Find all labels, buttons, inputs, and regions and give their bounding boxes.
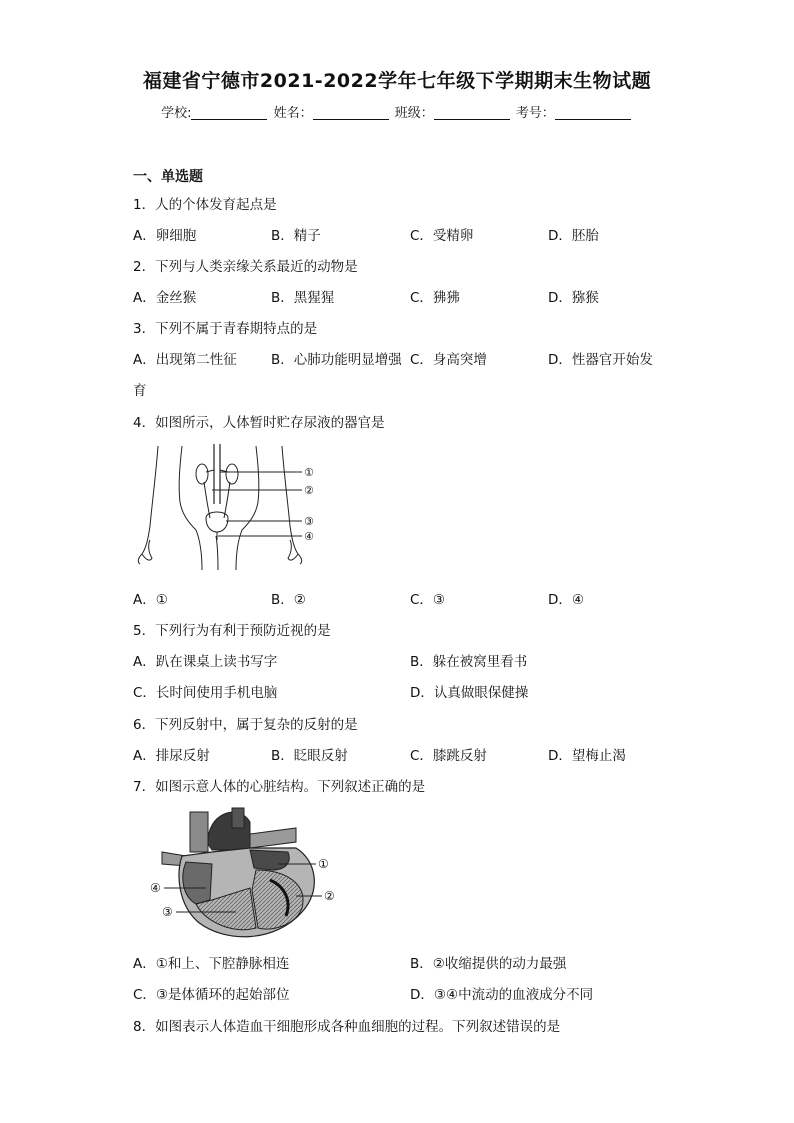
question-8-stem: 8．如图表示人体造血干细胞形成各种血细胞的过程。下列叙述错误的是	[133, 1019, 561, 1035]
q4-option-a[interactable]: A．①	[133, 592, 168, 608]
q1-option-a[interactable]: A．卵细胞	[133, 228, 197, 244]
class-label: 班级：	[394, 106, 434, 121]
q7-option-a[interactable]: A．①和上、下腔静脉相连	[133, 956, 290, 972]
q4-option-d[interactable]: D．④	[548, 592, 584, 608]
urinary-label-2: ②	[304, 484, 314, 497]
left-kidney	[196, 464, 208, 484]
question-1-stem: 1．人的个体发育起点是	[133, 197, 277, 213]
heart-label-1: ①	[318, 857, 329, 871]
name-label: 姓名：	[273, 106, 313, 121]
superior-vena-cava	[190, 812, 208, 852]
q6-option-b[interactable]: B．眨眼反射	[271, 748, 348, 764]
pulmonary-vessel-right	[250, 828, 296, 848]
torso-right-inner	[236, 446, 259, 570]
q6-option-d[interactable]: D．望梅止渴	[548, 748, 626, 764]
heart-label-3: ③	[162, 905, 173, 919]
q6-option-c[interactable]: C．膝跳反射	[410, 748, 487, 764]
q3-option-d[interactable]: D．性器官开始发	[548, 352, 653, 368]
blood-vessels	[214, 444, 220, 504]
urinary-label-1: ①	[304, 466, 314, 479]
q2-option-b[interactable]: B．黑猩猩	[271, 290, 335, 306]
heart-label-2: ②	[324, 889, 335, 903]
question-5-stem: 5．下列行为有利于预防近视的是	[133, 623, 331, 639]
q2-option-a[interactable]: A．金丝猴	[133, 290, 197, 306]
question-6-stem: 6．下列反射中，属于复杂的反射的是	[133, 717, 358, 733]
q5-option-d[interactable]: D．认真做眼保健操	[410, 685, 529, 701]
q3-option-a[interactable]: A．出现第二性征	[133, 352, 237, 368]
id-label: 考号：	[515, 106, 555, 121]
q3-option-d-wrap: 育	[133, 383, 147, 399]
q1-option-b[interactable]: B．精子	[271, 228, 321, 244]
q2-option-d[interactable]: D．猕猴	[548, 290, 599, 306]
heart-structure-figure	[146, 804, 346, 944]
urinary-label-4: ④	[304, 530, 314, 543]
q1-option-d[interactable]: D．胚胎	[548, 228, 599, 244]
q7-option-c[interactable]: C．③是体循环的起始部位	[133, 987, 290, 1003]
q5-option-b[interactable]: B．躲在被窝里看书	[410, 654, 528, 670]
class-blank[interactable]	[434, 105, 510, 120]
q3-option-b[interactable]: B．心肺功能明显增强	[271, 352, 402, 368]
q5-option-c[interactable]: C．长时间使用手机电脑	[133, 685, 278, 701]
left-hand	[138, 540, 152, 564]
q2-option-c[interactable]: C．狒狒	[410, 290, 460, 306]
aorta-branch	[232, 808, 244, 828]
heart-label-4: ④	[150, 881, 161, 895]
right-hand	[288, 540, 302, 564]
page-title: 福建省宁德市2021-2022学年七年级下学期期末生物试题	[142, 70, 652, 92]
q7-option-b[interactable]: B．②收缩提供的动力最强	[410, 956, 567, 972]
question-2-stem: 2．下列与人类亲缘关系最近的动物是	[133, 259, 358, 275]
question-7-stem: 7．如图示意人体的心脏结构。下列叙述正确的是	[133, 779, 426, 795]
urinary-label-3: ③	[304, 515, 314, 528]
q1-option-c[interactable]: C．受精卵	[410, 228, 474, 244]
ureters	[204, 482, 230, 518]
q4-option-c[interactable]: C．③	[410, 592, 446, 608]
school-label: 学校:	[161, 106, 192, 121]
student-info-row	[0, 102, 794, 121]
left-atrium	[250, 850, 289, 870]
question-3-stem: 3．下列不属于青春期特点的是	[133, 321, 318, 337]
id-blank[interactable]	[555, 105, 631, 120]
torso-left-inner	[179, 446, 202, 570]
q7-option-d[interactable]: D．③④中流动的血液成分不同	[410, 987, 594, 1003]
name-blank[interactable]	[313, 105, 389, 120]
torso-right-outline	[282, 446, 298, 554]
q5-option-a[interactable]: A．趴在课桌上读书写字	[133, 654, 278, 670]
section-heading: 一、单选题	[133, 169, 203, 185]
school-blank[interactable]	[191, 105, 267, 120]
urinary-system-figure	[136, 444, 316, 572]
q3-option-c[interactable]: C．身高突增	[410, 352, 487, 368]
torso-left-outline	[142, 446, 158, 554]
question-4-stem: 4．如图所示，人体暂时贮存尿液的器官是	[133, 415, 385, 431]
q6-option-a[interactable]: A．排尿反射	[133, 748, 210, 764]
q4-option-b[interactable]: B．②	[271, 592, 306, 608]
right-kidney	[226, 464, 238, 484]
leg-gap-line	[216, 536, 218, 570]
